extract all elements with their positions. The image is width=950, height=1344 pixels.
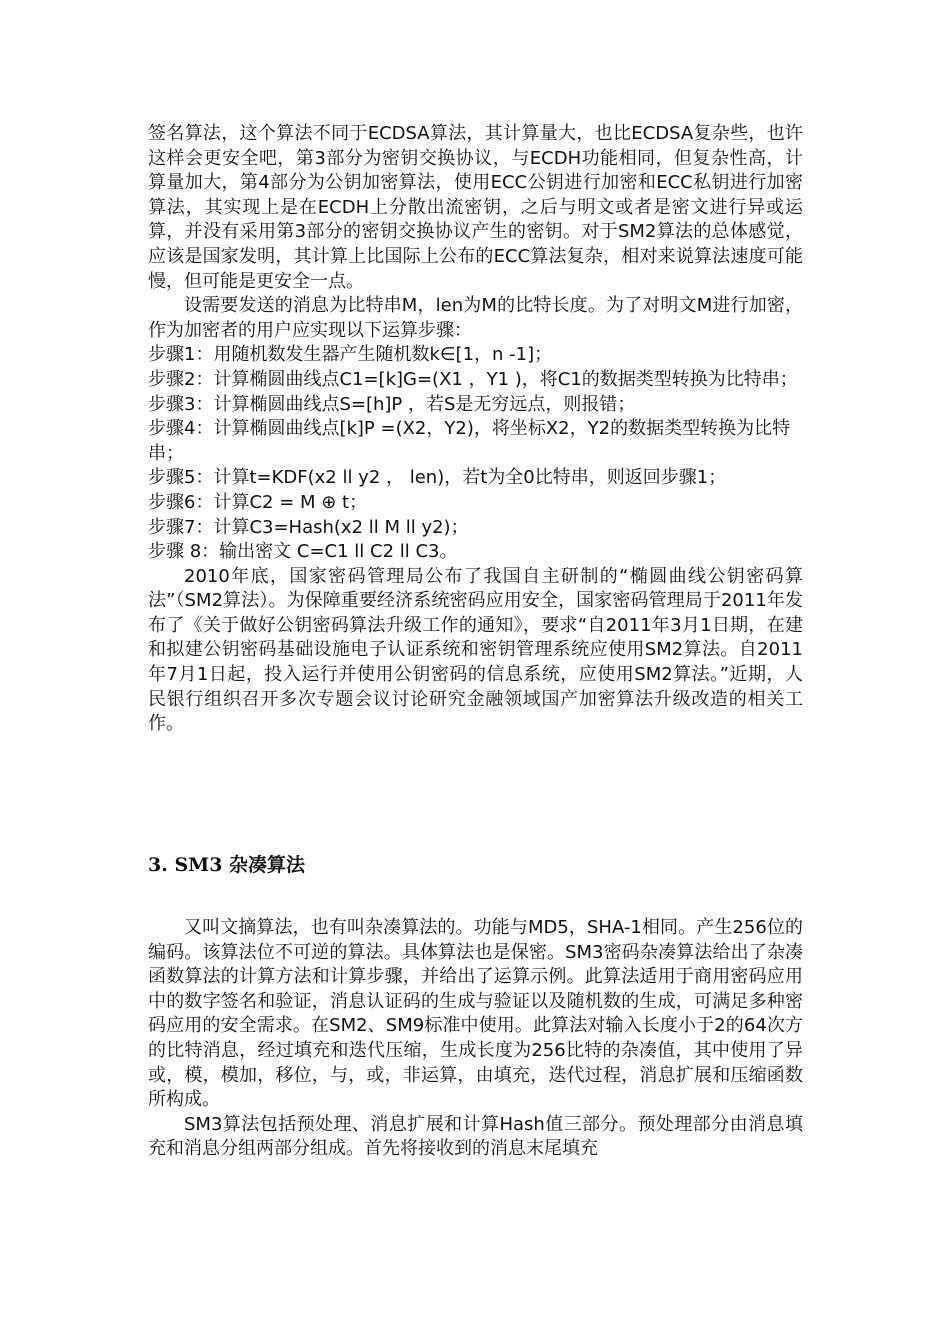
encryption-step-1: 步骤1：用随机数发生器产生随机数k∈[1，n -1]； (148, 344, 553, 366)
encryption-step-2: 步骤2：计算椭圆曲线点C1=[k]G=(X1 ，Y1 )，将C1的数据类型转换为比特串； (148, 368, 798, 390)
sm3-overview-paragraph: 又叫文摘算法，也有叫杂凑算法的。功能与MD5，SHA-1相同。产生256位的编码。该算法位不可逆的算法。具体算法也是保密。SM3密码杂凑算法给出了杂凑函数算法的计算方法和计算步骤，并给出了运算示例。此算法适用于商用密码应用中的数字签名和验证，消息认证码的生成与验证以及随机数的生成，可满足多种密码应用的安全需求。在SM2、SM9标准中使用。此算法对输入长度小于2的64次方的比特消息，经过填充和迭代压缩，生成长度为256比特的杂凑值，其中使用了异或，模，模加，移位，与，或，非运算，由填充，迭代过程，消息扩展和压缩函数所构成。 (148, 917, 803, 1111)
encryption-step-6: 步骤6：计算C2 = M ⊕ t； (148, 491, 368, 513)
encryption-intro-paragraph: 设需要发送的消息为比特串M，len为M的比特长度。为了对明文M进行加密，作为加密者的用户应实现以下运算步骤： (148, 295, 803, 341)
sm2-section-body (148, 122, 803, 737)
sm3-structure-paragraph: SM3算法包括预处理、消息扩展和计算Hash值三部分。预处理部分由消息填充和消息分组两部分组成。首先将接收到的消息末尾填充 (148, 1113, 803, 1160)
sm3-section-heading: 3. SM3 杂凑算法 (148, 854, 306, 876)
encryption-step-8: 步骤 8：输出密文 C=C1 ll C2 ll C3。 (148, 541, 458, 563)
encryption-step-5: 步骤5：计算t=KDF(x2 ll y2 ， len)，若t为全0比特串，则返回步骤1； (148, 467, 727, 489)
encryption-step-7: 步骤7：计算C3=Hash(x2 ll M ll y2)； (148, 516, 469, 538)
encryption-step-4: 步骤4：计算椭圆曲线点[k]P =(X2，Y2)，将坐标X2，Y2的数据类型转换为比特串； (148, 418, 791, 464)
encryption-step-3: 步骤3：计算椭圆曲线点S=[h]P ，若S是无穷远点，则报错； (148, 393, 636, 415)
sm2-overview-paragraph: 签名算法，这个算法不同于ECDSA算法，其计算量大，也比ECDSA复杂些，也许这样会更安全吧，第3部分为密钥交换协议，与ECDH功能相同，但复杂性高，计算量加大，第4部分为公钥加密算法，使用ECC公钥进行加密和ECC私钥进行加密算法，其实现上是在ECDH上分散出流密钥，之后与明文或者是密文进行异或运算，并没有采用第3部分的密钥交换协议产生的密钥。对于SM2算法的总体感觉，应该是国家发明，其计算上比国际上公布的ECC算法复杂，相对来说算法速度可能慢，但可能是更安全一点。 (148, 123, 803, 292)
sm2-policy-paragraph: 2010年底，国家密码管理局公布了我国自主研制的“椭圆曲线公钥密码算法”（SM2算法）。为保障重要经济系统密码应用安全，国家密码管理局于2011年发布了《关于做好公钥密码算法升级工作的通知》，要求“自2011年3月1日期，在建和拟建公钥密码基础设施电子认证系统和密钥管理系统应使用SM2算法。自2011年7月1日起，投入运行并使用公钥密码的信息系统，应使用SM2算法。”近期，人民银行组织召开多次专题会议讨论研究金融领域国产加密算法升级改造的相关工作。 (148, 565, 803, 735)
sm3-section-body (148, 916, 803, 1162)
